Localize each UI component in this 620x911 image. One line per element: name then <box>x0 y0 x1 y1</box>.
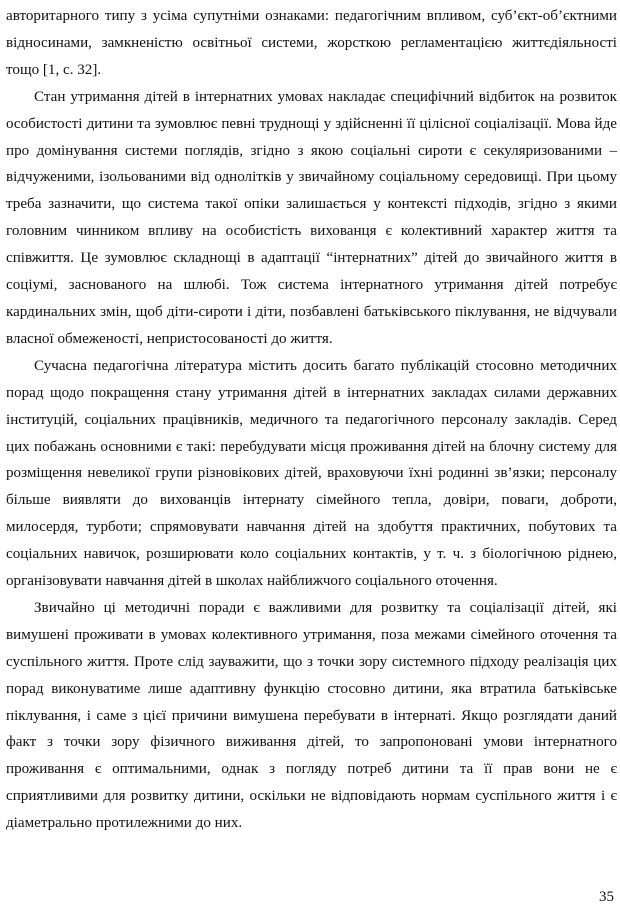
paragraph: Сучасна педагогічна література містить досить багато публікацій стосовно методичних порад щодо покращення стану утримання дітей в інтернатних закладах силами державних інституцій, соціальних працівників, медичного та педагогічного персоналу закладів. Серед цих побажань основними є такі: перебудувати місця проживання дітей на блочну систему для розміщення невеликої групи різновікових дітей, враховуючи їхні родинні зв’язки; персоналу більше виявляти до вихованців інтернату сімейного тепла, довіри, поваги, доброти, милосердя, турботи; спрямовувати навчання дітей на здобуття практичних, побутових та соціальних навичок, розширювати коло соціальних контактів, у т. ч. з біологічною ріднею, організовувати навчання дітей в школах найближчого соціального оточення. <box>6 357 617 590</box>
body-text <box>6 3 617 837</box>
paragraph: Звичайно ці методичні поради є важливими для розвитку та соціалізації дітей, які вимушені проживати в умовах колективного утримання, поза межами сімейного оточення та суспільного життя. Проте слід зауважити, що з точки зору системного підходу реалізація цих порад виконуватиме лише адаптивну функцію стосовно дитини, яка втратила батьківське піклування, і саме з цієї причини вимушена перебувати в інтернаті. Якщо розглядати даний факт з точки зору фізичного виживання дітей, то запропоновані умови інтернатного проживання є оптимальними, однак з погляду потреб дитини та її прав вони не є сприятливими для розвитку дитини, оскільки не відповідають нормам суспільного життя і є діаметрально протилежними до них. <box>6 599 617 832</box>
page-number: 35 <box>599 889 614 905</box>
paragraph-continuation: авторитарного типу з усіма супутніми ознаками: педагогічним впливом, суб’єкт-об’єктними відносинами, замкненістю освітньої системи, жорсткою регламентацією життєдіяльності тощо [1, с. 32]. <box>6 8 617 78</box>
paragraph: Стан утримання дітей в інтернатних умовах накладає специфічний відбиток на розвиток особистості дитини та зумовлює певні труднощі у здійсненні її цілісної соціалізації. Мова йде про домінування системи поглядів, згідно з якою соціальні сироти є секуляризованими – відчуженими, ізольованими від однолітків у звичайному соціальному середовищі. При цьому треба зазначити, що система такої опіки залишається у контексті підходів, згідно з якими головним чинником впливу на особистість вихованця є колективний характер життя та співжиття. Це зумовлює складнощі в адаптації “інтернатних” дітей до звичайного життя в соціумі, заснованого на шлюбі. Тож система інтернатного утримання дітей потребує кардинальних змін, щоб діти-сироти і діти, позбавлені батьківського піклування, не відчували власної обмеженості, непристосованості до життя. <box>6 88 617 347</box>
